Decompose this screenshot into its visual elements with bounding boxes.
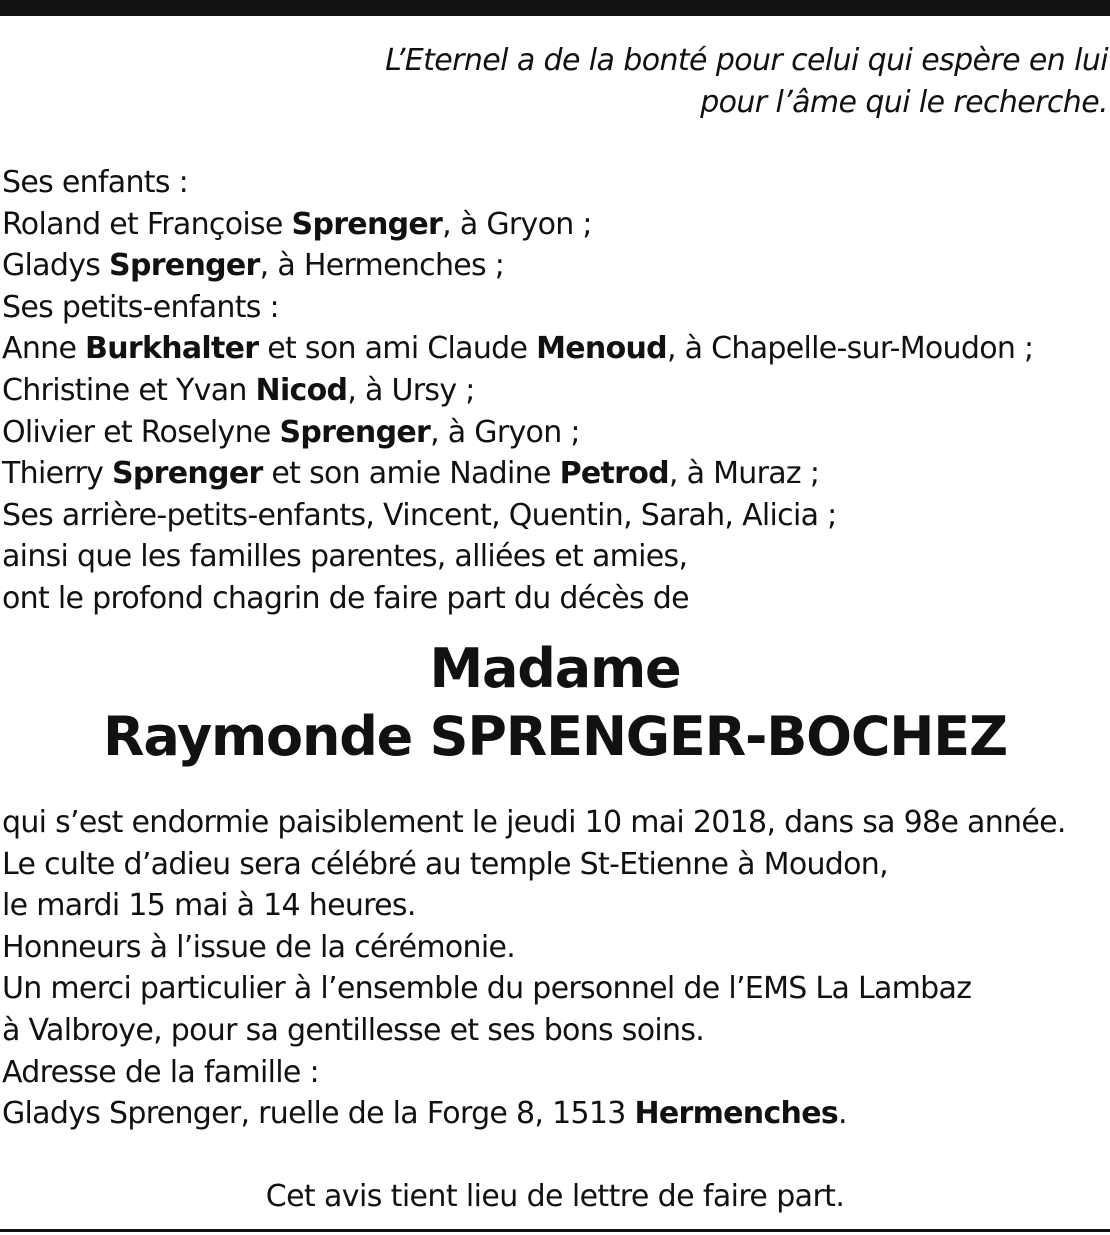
surname: Sprenger <box>291 206 443 242</box>
family-entry <box>2 412 1102 454</box>
entry-text: Gladys <box>2 248 110 284</box>
entry-text: et son amie Nadine <box>262 456 560 492</box>
surname: Petrod <box>559 456 669 492</box>
surname: Nicod <box>255 372 348 408</box>
details-line: Un merci particulier à l’ensemble du personnel de l’EMS La Lambaz <box>2 971 972 1007</box>
top-rule <box>0 0 1110 16</box>
surname: Sprenger <box>109 248 260 284</box>
details-line: Honneurs à l’issue de la cérémonie. <box>2 929 516 965</box>
announcement: ont le profond chagrin de faire part du décès de <box>2 580 689 616</box>
family-entry <box>2 370 1102 412</box>
children-heading: Ses enfants : <box>2 165 189 200</box>
entry-text: Olivier et Roselyne <box>2 414 280 450</box>
entry-text: , à Muraz ; <box>668 456 820 492</box>
relatives: ainsi que les familles parentes, alliées et amies, <box>2 539 688 575</box>
verse-line-1: L’Eternel a de la bonté pour celui qui espère en lui <box>385 43 1108 78</box>
deceased-title: Madame <box>429 637 681 700</box>
family-entry <box>2 245 1102 287</box>
details-line: Adresse de la famille : <box>2 1054 319 1090</box>
family-entry <box>2 328 1102 370</box>
address-town: Hermenches <box>634 1096 839 1132</box>
bible-verse <box>208 40 1108 124</box>
family-entry <box>2 204 1102 246</box>
bottom-rule <box>0 1229 1110 1232</box>
entry-text: et son ami Claude <box>258 331 537 367</box>
great-grandchildren: Ses arrière-petits-enfants, Vincent, Quentin, Sarah, Alicia ; <box>2 497 837 533</box>
grandchildren-heading: Ses petits-enfants : <box>2 289 279 325</box>
details-line: Le culte d’adieu sera célébré au temple St-Etienne à Moudon, <box>2 846 888 882</box>
entry-text: Roland et Françoise <box>2 206 292 242</box>
family-list <box>2 162 1102 620</box>
entry-text: , à Gryon ; <box>442 206 592 242</box>
entry-text: , à Hermenches ; <box>259 248 505 284</box>
family-address <box>2 1093 1110 1135</box>
surname: Sprenger <box>111 456 263 492</box>
entry-text: Anne <box>2 331 86 367</box>
entry-text: Thierry <box>2 456 112 492</box>
verse-line-2: pour l’âme qui le recherche. <box>700 85 1108 120</box>
details-line: à Valbroye, pour sa gentillesse et ses bons soins. <box>2 1012 705 1048</box>
address-text: Gladys Sprenger, ruelle de la Forge 8, 1513 <box>2 1096 635 1132</box>
deceased-name: Raymonde SPRENGER-BOCHEZ <box>103 705 1007 768</box>
details-line: qui s’est endormie paisiblement le jeudi 10 mai 2018, dans sa 98e année. <box>2 805 1066 840</box>
surname: Sprenger <box>279 414 431 450</box>
entry-text: , à Gryon ; <box>430 414 580 450</box>
address-text: . <box>838 1096 847 1132</box>
entry-text: , à Chapelle-sur-Moudon ; <box>666 331 1034 367</box>
entry-text: , à Ursy ; <box>347 372 475 408</box>
surname: Menoud <box>536 331 667 367</box>
family-entry <box>2 453 1102 495</box>
funeral-details <box>2 802 1110 1135</box>
footer-note: Cet avis tient lieu de lettre de faire part. <box>265 1179 845 1214</box>
details-line: le mardi 15 mai à 14 heures. <box>2 888 416 924</box>
deceased-heading <box>0 636 1110 770</box>
entry-text: Christine et Yvan <box>2 372 256 408</box>
surname: Burkhalter <box>85 331 259 367</box>
